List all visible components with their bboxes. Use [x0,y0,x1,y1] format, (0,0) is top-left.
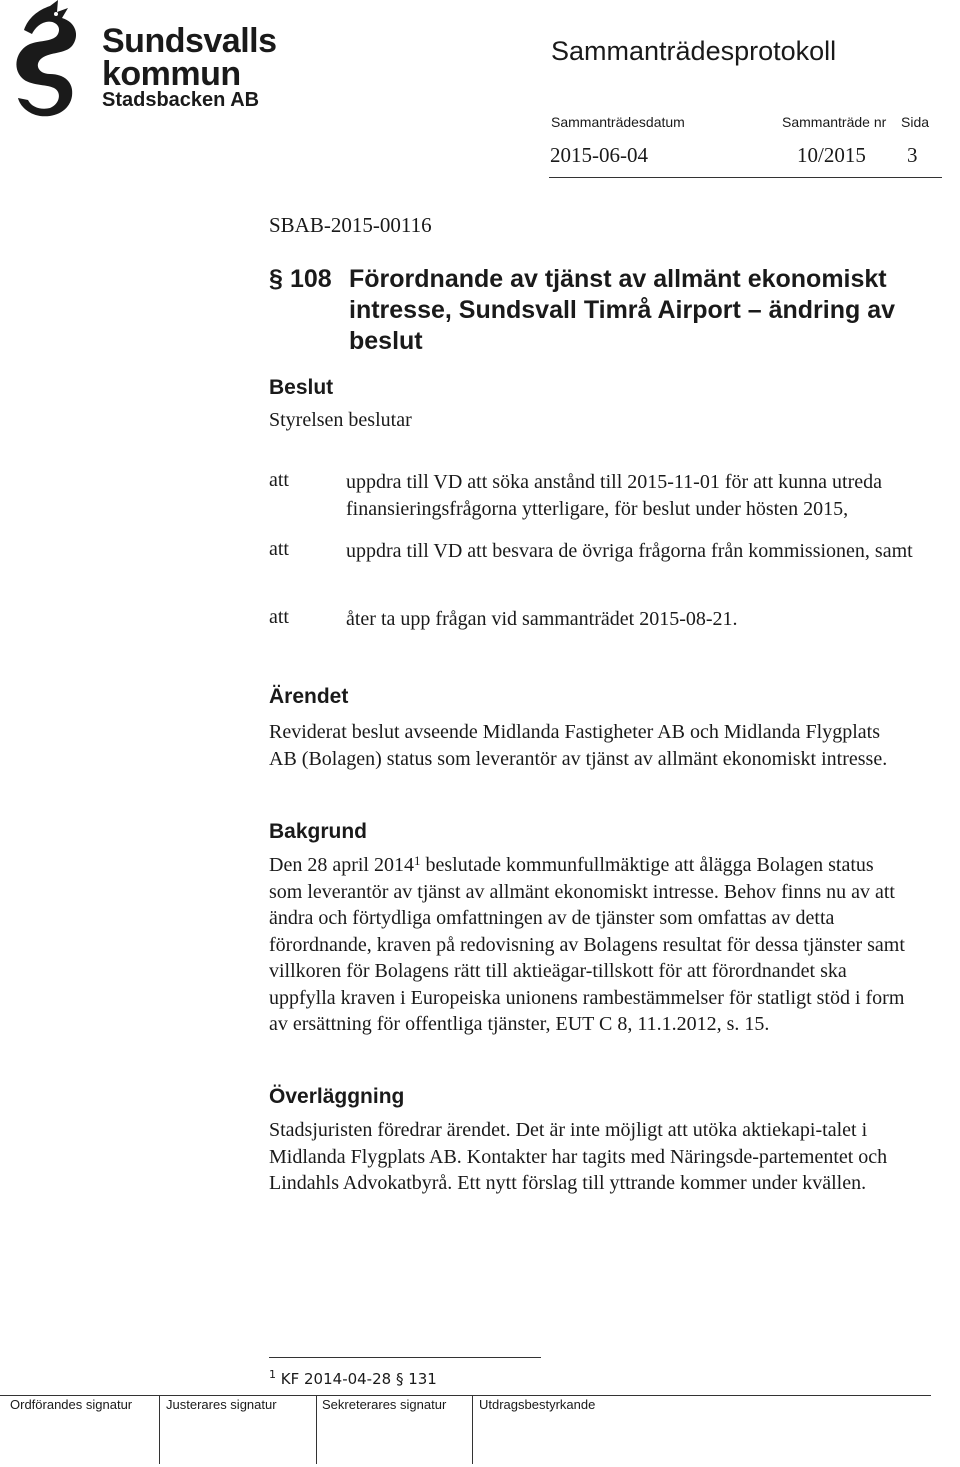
signature-column-divider [316,1396,317,1464]
att-label-2: att [269,538,289,560]
meeting-number-label: Sammanträde nr [782,114,887,130]
decision-item-1: uppdra till VD att söka anstånd till 2015-11-01 för att kunna utreda finansieringsfrågorna ytterligare, för beslut under hösten 2015, [346,471,882,520]
case-reference: SBAB-2015-00116 [269,213,432,237]
att-label-3: att [269,606,289,628]
decision-item-3: åter ta upp frågan vid sammanträdet 2015-08-21. [346,608,738,630]
bakgrund-text-rest: beslutade kommunfullmäktige att ålägga Bolagen status som leverantör av tjänst av allmänt ekonomiskt intresse. Behov finns nu av att ändra och förtydliga omfattningen av de tjänster som omfattas av detta förordnande, kraven på redovisning av Bolagens resultat för dessa tjänster samt villkoren för Bolagens rätt till aktieägar-tillskott för att förordnandet ska uppfylla kraven i Europeiska unionens rambestämmelser för statligt stöd i form av ersättning för offentliga tjänster, EUT C 8, 11.1.2012, s. 15. [269,854,905,1035]
arendet-heading: Ärendet [269,685,349,708]
paragraph-symbol: § [269,265,283,293]
adjuster-signature-label: Justerares signatur [166,1397,277,1412]
logo-line-stadsbacken: Stadsbacken AB [102,89,260,111]
paragraph-number: 108 [290,265,332,293]
logo [10,0,277,125]
arendet-text: Reviderat beslut avseende Midlanda Fastigheter AB och Midlanda Flygplats AB (Bolagen) status som leverantör av tjänst av allmänt ekonomiskt intresse. [269,721,888,770]
footnote-number: 1 [269,1368,276,1381]
meeting-number: 10/2015 [797,143,866,167]
footnote-reference[interactable]: 1 [413,853,421,868]
secretary-signature-label: Sekreterares signatur [322,1397,447,1412]
paragraph-title [269,264,909,357]
signature-divider [0,1395,931,1396]
footnote [269,1368,437,1388]
extract-certification-label: Utdragsbestyrkande [479,1397,596,1412]
date-label: Sammanträdesdatum [551,114,685,130]
signature-column-divider [472,1396,473,1464]
document-type: Sammanträdesprotokoll [551,36,837,66]
footnote-text: KF 2014-04-28 § 131 [280,1370,437,1388]
dragon-emblem-icon [10,0,90,122]
page-label: Sida [901,114,930,130]
beslut-heading: Beslut [269,376,334,399]
chair-signature-label: Ordförandes signatur [10,1397,133,1412]
meeting-date: 2015-06-04 [550,143,648,167]
bakgrund-heading: Bakgrund [269,820,368,843]
page-number: 3 [907,143,918,167]
bakgrund-text [269,852,909,1038]
header-divider [549,177,942,178]
paragraph-title-text: Förordnande av tjänst av allmänt ekonomiskt intresse, Sundsvall Timrå Airport – ändring av beslut [349,265,895,355]
signature-column-divider [159,1396,160,1464]
logo-line-kommun: kommun [102,55,241,93]
att-label-1: att [269,469,289,491]
overlaggning-text: Stadsjuristen föredrar ärendet. Det är inte möjligt att utöka aktiekapi-talet i Midlanda Flygplats AB. Kontakter har tagits med Näringsde-partementet och Lindahls Advokatbyrå. Ett nytt förslag till yttrande kommer under kvällen. [269,1119,888,1194]
decision-item-2: uppdra till VD att besvara de övriga frågorna från kommissionen, samt [346,540,913,562]
logo-line-sundsvalls: Sundsvalls [102,22,277,60]
overlaggning-heading: Överläggning [269,1085,405,1108]
beslut-intro: Styrelsen beslutar [269,409,412,431]
footnote-divider [269,1357,541,1358]
bakgrund-text-start: Den 28 april 2014 [269,854,414,876]
